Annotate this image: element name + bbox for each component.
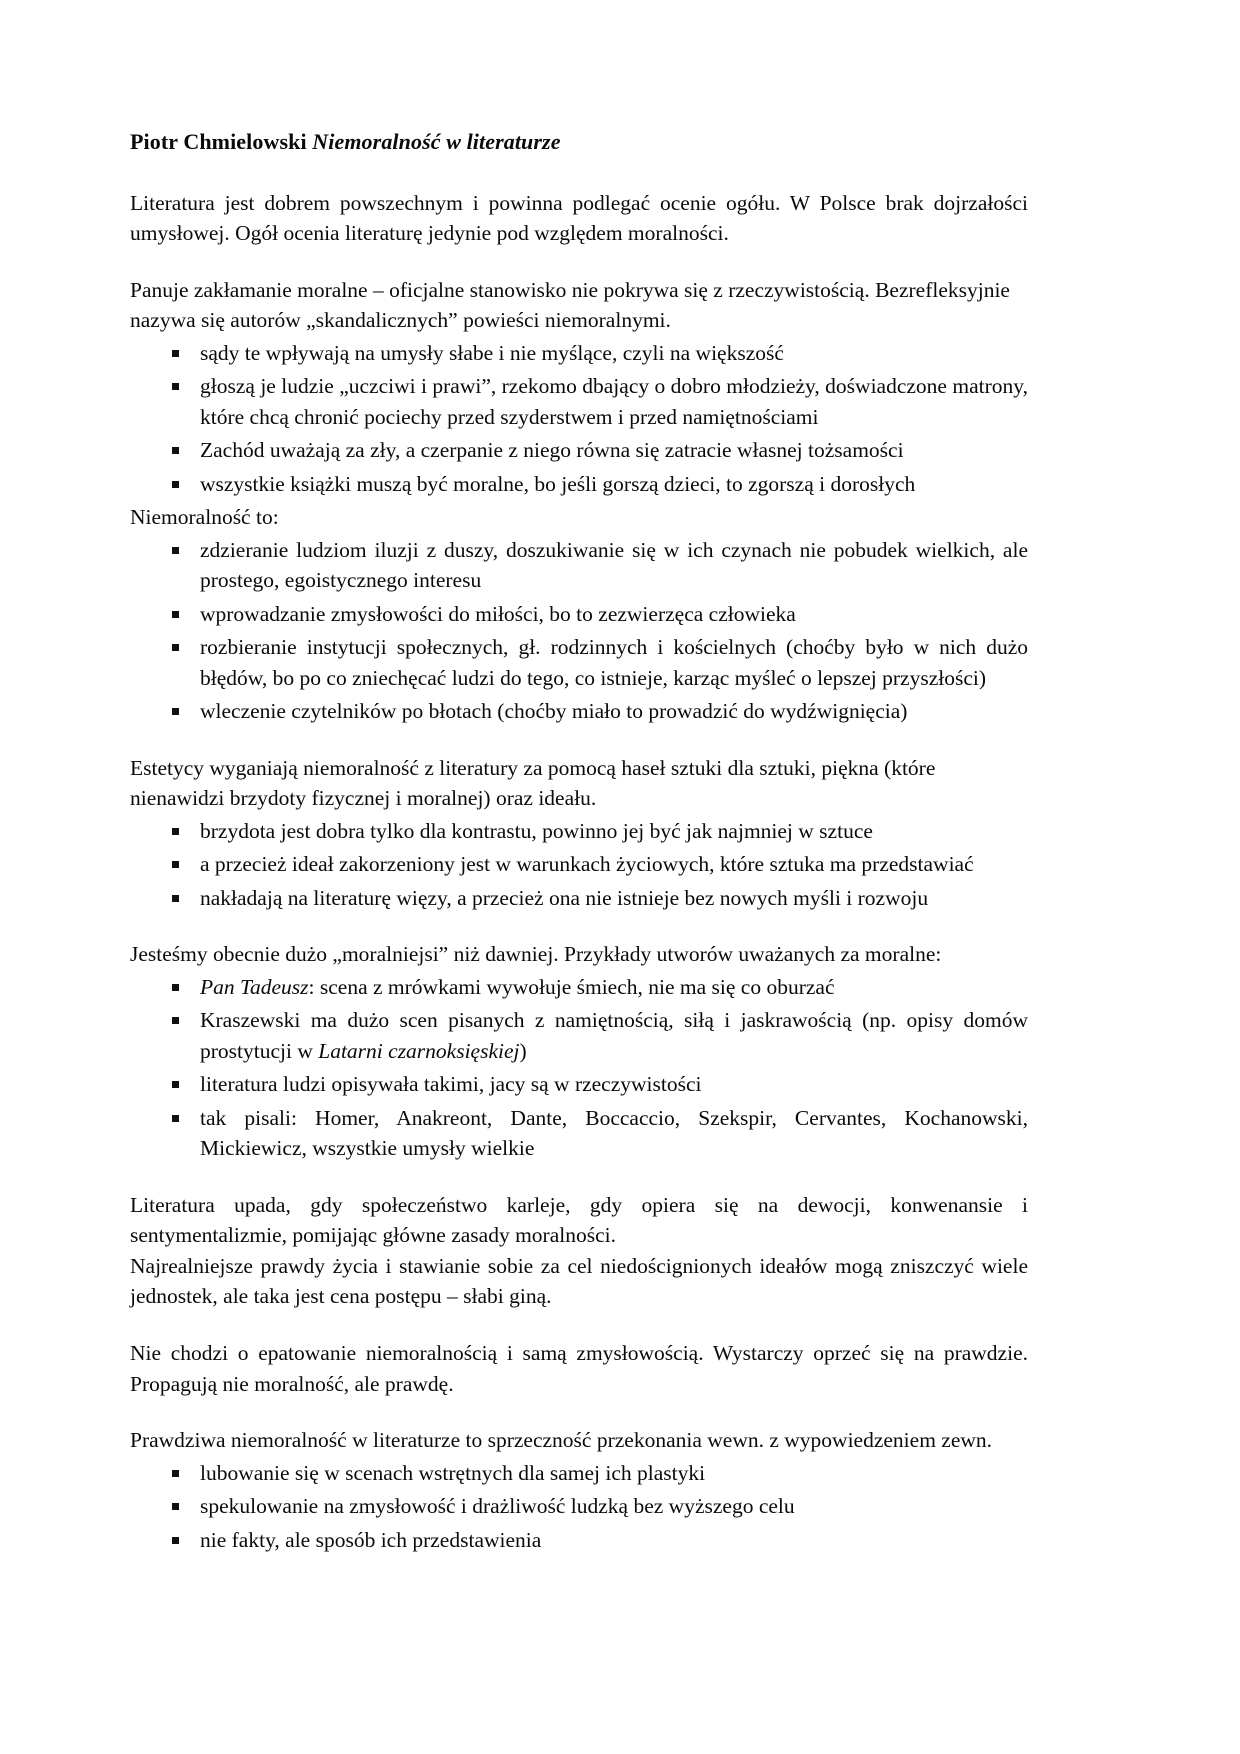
title-work: Niemoralność w literaturze [312, 129, 561, 154]
work-title-latarnia: Latarni czarnoksięskiej [318, 1038, 520, 1063]
list-item-text: wleczenie czytelników po błotach (choćby miało to prowadzić do wydźwignięcia) [200, 699, 908, 724]
work-title-pan-tadeusz: Pan Tadeusz [200, 974, 309, 999]
bullet-list-2 [130, 535, 1028, 727]
paragraph-6: Literatura upada, gdy społeczeństwo karleje, gdy opiera się na dewocji, konwenansie i sentymentalizmie, pomijając główne zasady moralności. [130, 1192, 1028, 1248]
list-item [130, 1491, 1028, 1522]
square-bullet-icon [172, 1115, 179, 1122]
bullet-list-5 [130, 1458, 1028, 1556]
list-item [130, 849, 1028, 880]
list-item [130, 816, 1028, 847]
list-item-text: Kraszewski ma dużo scen pisanych z namiętnością, siłą i jaskrawością (np. opisy domów prostytucji w [200, 1008, 1028, 1063]
square-bullet-icon [172, 383, 179, 390]
list-item [130, 435, 1028, 466]
list-item-text: a przecież ideał zakorzeniony jest w warunkach życiowych, które sztuka ma przedstawiać [200, 852, 974, 877]
square-bullet-icon [172, 708, 179, 715]
list-item-text: nakładają na literaturę więzy, a przecież ona nie istnieje bez nowych myśli i rozwoju [200, 885, 929, 910]
square-bullet-icon [172, 1537, 179, 1544]
square-bullet-icon [172, 1470, 179, 1477]
list-item [130, 1069, 1028, 1100]
list-item [130, 1005, 1028, 1066]
paragraph-4: Estetycy wyganiają niemoralność z literatury za pomocą haseł sztuki dla sztuki, piękna (które nienawidzi brzydoty fizycznej i moralnej) oraz ideału. [130, 755, 936, 811]
list-item-text: nie fakty, ale sposób ich przedstawienia [200, 1527, 542, 1552]
paragraph-9: Prawdziwa niemoralność w literaturze to sprzeczność przekonania wewn. z wypowiedzeniem zewn. [130, 1428, 993, 1453]
bullet-list-1 [130, 338, 1028, 500]
square-bullet-icon [172, 350, 179, 357]
paragraph-3: Niemoralność to: [130, 505, 279, 530]
title-author: Piotr Chmielowski [130, 129, 313, 154]
list-item-text-tail: ) [519, 1038, 527, 1063]
list-item [130, 371, 1028, 432]
paragraph-5: Jesteśmy obecnie dużo „moralniejsi” niż dawniej. Przykłady utworów uważanych za moralne: [130, 942, 942, 967]
square-bullet-icon [172, 547, 179, 554]
list-item-text: wprowadzanie zmysłowości do miłości, bo to zezwierzęca człowieka [200, 601, 796, 626]
list-item-text: brzydota jest dobra tylko dla kontrastu, powinno jej być jak najmniej w sztuce [200, 818, 873, 843]
square-bullet-icon [172, 1503, 179, 1510]
square-bullet-icon [172, 1081, 179, 1088]
list-item [130, 1458, 1028, 1489]
paragraph-7: Najrealniejsze prawdy życia i stawianie sobie za cel niedoścignionych ideałów mogą zniszczyć wiele jednostek, ale taka jest cena postępu – słabi giną. [130, 1253, 1028, 1309]
list-item [130, 1103, 1028, 1164]
square-bullet-icon [172, 895, 179, 902]
square-bullet-icon [172, 828, 179, 835]
list-item-text: sądy te wpływają na umysły słabe i nie myślące, czyli na większość [200, 340, 784, 365]
list-item [130, 883, 1028, 914]
square-bullet-icon [172, 481, 179, 488]
list-item-text: rozbieranie instytucji społecznych, gł. rodzinnych i kościelnych (choćby było w nich dużo błędów, bo po co zniechęcać ludzi do tego, co istnieje, karząc myśleć o lepszej przyszłości) [200, 635, 1028, 690]
list-item [130, 972, 1028, 1003]
list-item-text: spekulowanie na zmysłowość i drażliwość ludzką bez wyższego celu [200, 1494, 795, 1519]
paragraph-1: Literatura jest dobrem powszechnym i powinna podlegać ocenie ogółu. W Polsce brak dojrzałości umysłowej. Ogół ocenia literaturę jedynie pod względem moralności. [130, 190, 1028, 246]
paragraph-2: Panuje zakłamanie moralne – oficjalne stanowisko nie pokrywa się z rzeczywistością. Bezrefleksyjnie nazywa się autorów „skandalicznych” powieści niemoralnymi. [130, 277, 1010, 333]
list-item [130, 599, 1028, 630]
list-item-text: : scena z mrówkami wywołuje śmiech, nie ma się co oburzać [308, 974, 835, 999]
bullet-list-4 [130, 972, 1028, 1164]
square-bullet-icon [172, 447, 179, 454]
list-item [130, 696, 1028, 727]
list-item-text: lubowanie się w scenach wstrętnych dla samej ich plastyki [200, 1460, 706, 1485]
square-bullet-icon [172, 644, 179, 651]
list-item-text: Zachód uważają za zły, a czerpanie z niego równa się zatracie własnej tożsamości [200, 438, 904, 463]
list-item [130, 1525, 1028, 1556]
list-item-text: głoszą je ludzie „uczciwi i prawi”, rzekomo dbający o dobro młodzieży, doświadczone matrony, które chcą chronić pociechy przed szyderstwem i przed namiętnościami [200, 374, 1028, 429]
list-item [130, 632, 1028, 693]
list-item [130, 469, 1028, 500]
list-item [130, 535, 1028, 596]
bullet-list-3 [130, 816, 1028, 914]
square-bullet-icon [172, 1017, 179, 1024]
square-bullet-icon [172, 861, 179, 868]
paragraph-8: Nie chodzi o epatowanie niemoralnością i samą zmysłowością. Wystarczy oprzeć się na prawdzie. Propagują nie moralność, ale prawdę. [130, 1341, 1028, 1396]
square-bullet-icon [172, 984, 179, 991]
list-item-text: literatura ludzi opisywała takimi, jacy są w rzeczywistości [200, 1072, 702, 1097]
page-title [130, 128, 1028, 156]
list-item-text: tak pisali: Homer, Anakreont, Dante, Boccaccio, Szekspir, Cervantes, Kochanowski, Mickiewicz, wszystkie umysły wielkie [200, 1105, 1028, 1161]
square-bullet-icon [172, 611, 179, 618]
list-item-text: wszystkie książki muszą być moralne, bo jeśli gorszą dzieci, to zgorszą i dorosłych [200, 471, 916, 496]
list-item-text: zdzieranie ludziom iluzji z duszy, doszukiwanie się w ich czynach nie pobudek wielkich, ale prostego, egoistycznego interesu [200, 537, 1028, 593]
list-item [130, 338, 1028, 369]
